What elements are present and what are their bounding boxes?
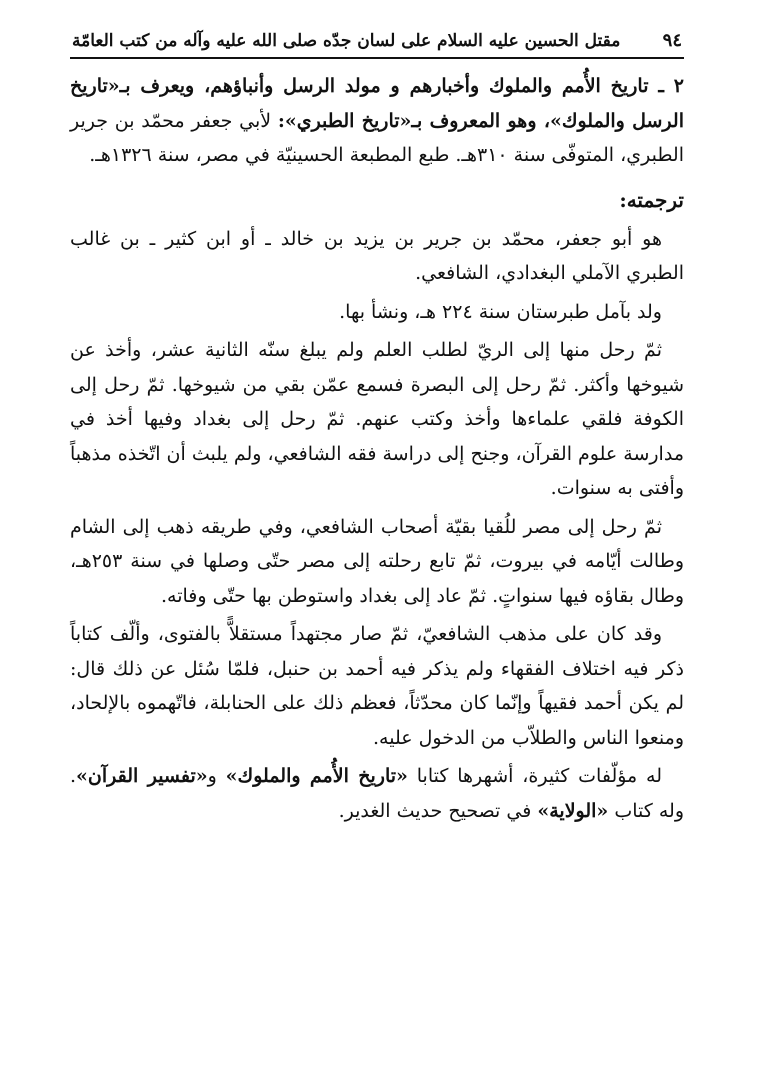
- entry-paragraph: [70, 69, 684, 173]
- works-text-1: له مؤلّفات كثيرة، أشهرها كتابا: [407, 765, 663, 787]
- bio-paragraph-name: هو أبو جعفر، محمّد بن جرير بن يزيد بن خالد ـ أو ابن كثير ـ بن غالب الطبري الآملي البغدادي، الشافعي.: [70, 227, 684, 284]
- biography-heading: ترجمته:: [619, 187, 684, 212]
- bio-paragraph-madhhab: وقد كان على مذهب الشافعيّ، ثمّ صار مجتهداً مستقلاًّ بالفتوى، وألّف كتاباً ذكر فيه اختلاف الفقهاء ولم يذكر فيه أحمد بن حنبل، فلمّا سُئل عن ذلك قال: لم يكن أحمد فقيهاً وإنّما كان محدّثاً، فعظم ذلك على الحنابلة، فاتّهموه بالإلحاد، ومنعوا الناس والطلاّب من الدخول عليه.: [70, 623, 684, 749]
- work-title-tafsir: «تفسير القرآن»: [76, 765, 208, 787]
- bio-paragraph-works: [70, 759, 684, 828]
- page-header: [70, 30, 684, 59]
- work-title-wilaya: «الولاية»: [537, 799, 609, 822]
- entry-title: ٢ ـ تاريخ الأُمم والملوك وأخبارهم و مولد الرسل وأنباؤهم، ويعرف بـ«تاريخ الرسل والملوك»، وهو المعروف بـ«تاريخ الطبري»:: [70, 75, 684, 132]
- running-title: مقتل الحسين عليه السلام على لسان جدّه صلى الله عليه وآله من كتب العامّة: [72, 31, 621, 51]
- bio-paragraph-egypt: ثمّ رحل إلى مصر للُقيا بقيّة أصحاب الشافعي، وفي طريقه ذهب إلى الشام وطالت أيّامه في بيروت، ثمّ تابع رحلته إلى مصر حتّى وصلها في سنة ٢٥٣هـ، وطال بقاؤه فيها سنواتٍ. ثمّ عاد إلى بغداد واستوطن بها حتّى وفاته.: [70, 515, 684, 607]
- works-text-2: و: [207, 765, 226, 787]
- bio-paragraph-birth: ولد بآمل طبرستان سنة ٢٢٤ هـ، ونشأ بها.: [339, 300, 662, 323]
- work-title-history: «تاريخ الأُمم والملوك»: [225, 765, 408, 787]
- page-body: [70, 59, 684, 828]
- works-text-3: . وله كتاب: [70, 765, 684, 822]
- page-number: ٩٤: [662, 30, 682, 51]
- bio-paragraph-travels: ثمّ رحل منها إلى الريّ لطلب العلم ولم يبلغ سنّه الثانية عشر، وأخذ عن شيوخها وأكثر. ثمّ رحل إلى البصرة فسمع عمّن بقي من شيوخها. ثمّ رحل إلى الكوفة فلقي علماءها وأخذ وكتب عنهم. ثمّ رحل إلى بغداد وفيها أخذ في مدارسة علوم القرآن، وجنح إلى دراسة فقه الشافعي، ولم يلبث أن اتّخذه مذهباً وأفتى به سنوات.: [70, 339, 684, 499]
- works-text-4: في تصحيح حديث الغدير.: [338, 799, 538, 822]
- entry-details: لأبي جعفر محمّد بن جرير الطبري، المتوفّى سنة ٣١٠هـ. طبع المطبعة الحسينيّة في مصر، سنة ١٣٢٦هـ.: [70, 109, 684, 166]
